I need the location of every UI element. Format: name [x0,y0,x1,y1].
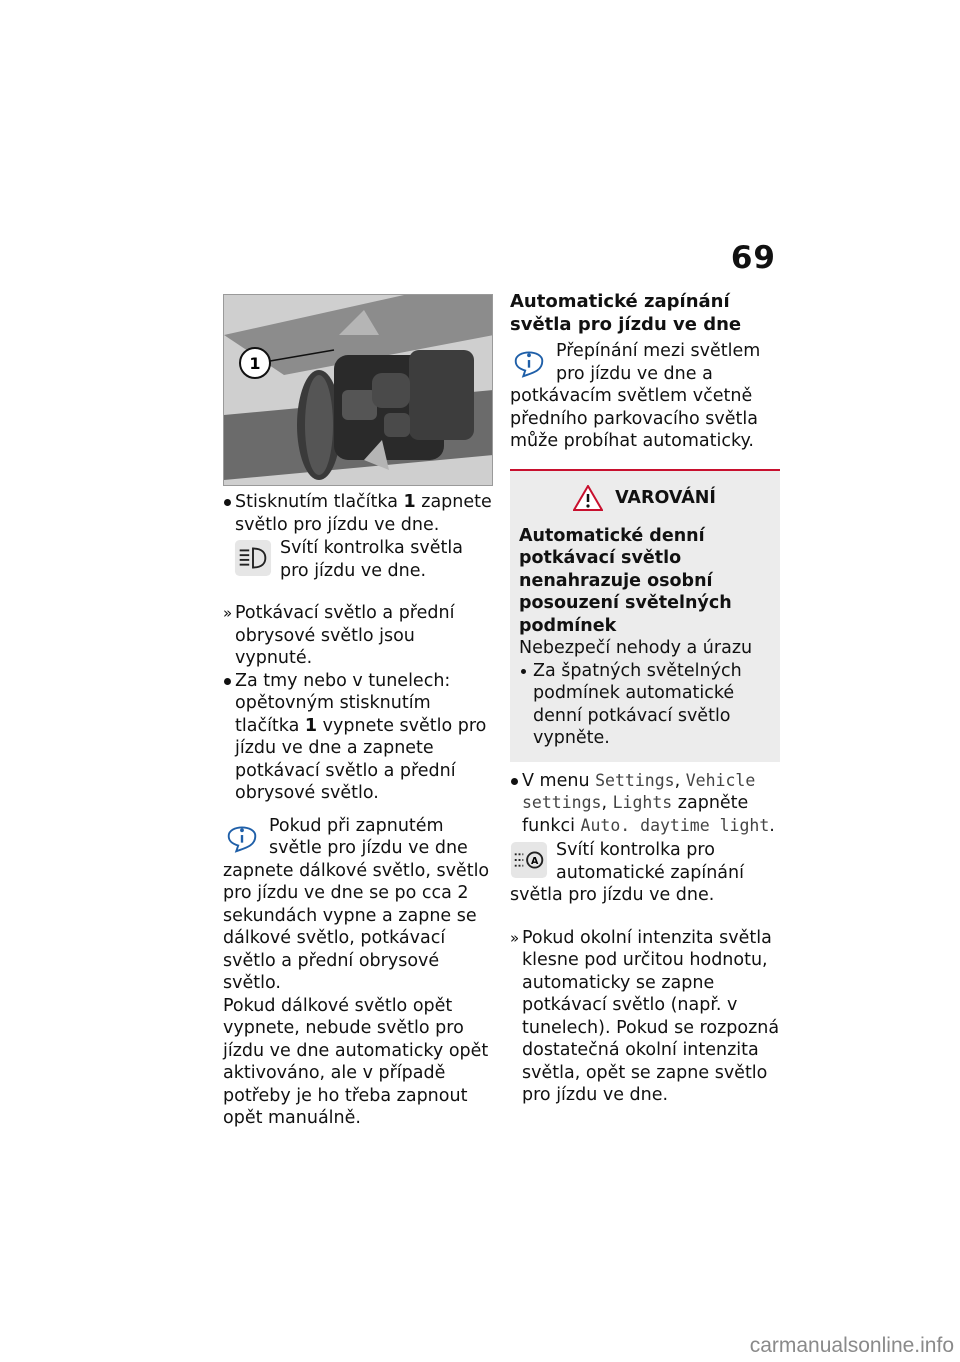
result-auto-text: Pokud okolní intenzita světla klesne pod určitou hodnotu, automaticky se zapne potkávací světlo (např. v tunelech). Pokud se rozpozná dostatečná okolní intenzita světla, opět se zapne světlo pro jízdu ve dne. [522,927,780,1105]
result1-text: Potkávací světlo a přední obrysové světlo jsou vypnuté. [235,603,455,668]
info-icon [510,342,548,380]
warning-title [519,485,770,511]
step1-number: 1 [403,492,416,512]
step-text-5: . [769,815,775,836]
svg-text:A: A [531,855,539,867]
menu-vehicle-settings: Vehicle settings [522,770,756,812]
daytime-indicator-note [223,537,495,582]
page-number: 69 [730,240,776,276]
step-text-1: V menu [522,770,596,791]
step-press-button [223,491,495,536]
daytime-light-indicator-icon [234,539,272,577]
handlebar-illustration [224,295,493,486]
info-icon [223,817,261,855]
watermark: carmanualsonline.info [749,1334,954,1357]
info2-text: Pokud dálkové světlo opět vypnete, nebude světlo pro jízdu ve dne automaticky opět aktivováno, ale v případě potřeby je ho třeba zapnout opět manuálně. [223,995,489,1128]
step2-text: Za tmy nebo v tunelech: opětovným stisknutím tlačítka [235,670,451,736]
daytime-indicator-text: Svítí kontrolka světla pro jízdu ve dne. [280,538,463,581]
info-note-auto [510,340,780,453]
warning-risk: Nebezpečí nehody a úrazu [519,638,753,658]
warning-bullet [519,660,770,750]
menu-settings: Settings [595,770,675,790]
step-text-3: , [601,793,613,813]
step-text-2: , [674,770,686,791]
step2-number: 1 [304,715,318,736]
left-column [223,294,495,1130]
auto-indicator-note [510,839,780,907]
auto-indicator-text: Svítí kontrolka pro automatické zapínání světla pro jízdu ve dne. [510,840,744,905]
step1-text: Stisknutím tlačítka [235,492,404,512]
step-menu-setting [510,770,780,838]
menu-lights: Lights [612,793,673,812]
right-column [510,290,780,1107]
result-auto [510,927,780,1107]
section-heading: Automatické zapínání světla pro jízdu ve dne [510,291,742,335]
warning-heading: Automatické denní potkávací světlo nenahrazuje osobní posouzení světelných podmínek [519,525,732,636]
step-tunnel [223,670,495,805]
result-mark: » [510,928,520,947]
info-note-high-beam [223,815,495,1130]
warning-box [510,469,780,762]
step2-text2: vypnete světlo pro jízdu ve dne a zapnete potkávací světlo a přední obrysové světlo. [235,715,487,803]
step1-text2: zapnete světlo pro jízdu ve dne. [235,492,492,535]
step-text-4: zapněte funkci [522,793,749,836]
auto-info-text: Přepínání mezi světlem pro jízdu ve dne a potkávacím světlem včetně předního parkovacího světla může probíhat automaticky. [510,341,761,451]
menu-auto-daytime-light: Auto. daytime light [580,815,770,835]
warning-triangle-icon [573,485,603,511]
info1-text: Pokud při zapnutém světle pro jízdu ve dne zapnete dálkové světlo, světlo pro jízdu ve dne se po cca 2 sekundách vypne a zapne se dálkové světlo, potkávací světlo a přední obrysové světlo. [223,815,490,993]
auto-light-indicator-icon [510,841,548,879]
result-lights-off [223,602,495,670]
result-mark: » [223,604,233,622]
warning-title-text: VAROVÁNÍ [615,487,716,508]
warning-bullet-text: Za špatných světelných podmínek automatické denní potkávací světlo vypněte. [533,660,742,748]
handlebar-switch-photo [223,294,493,486]
figure-callout-label: 1 [249,354,261,373]
